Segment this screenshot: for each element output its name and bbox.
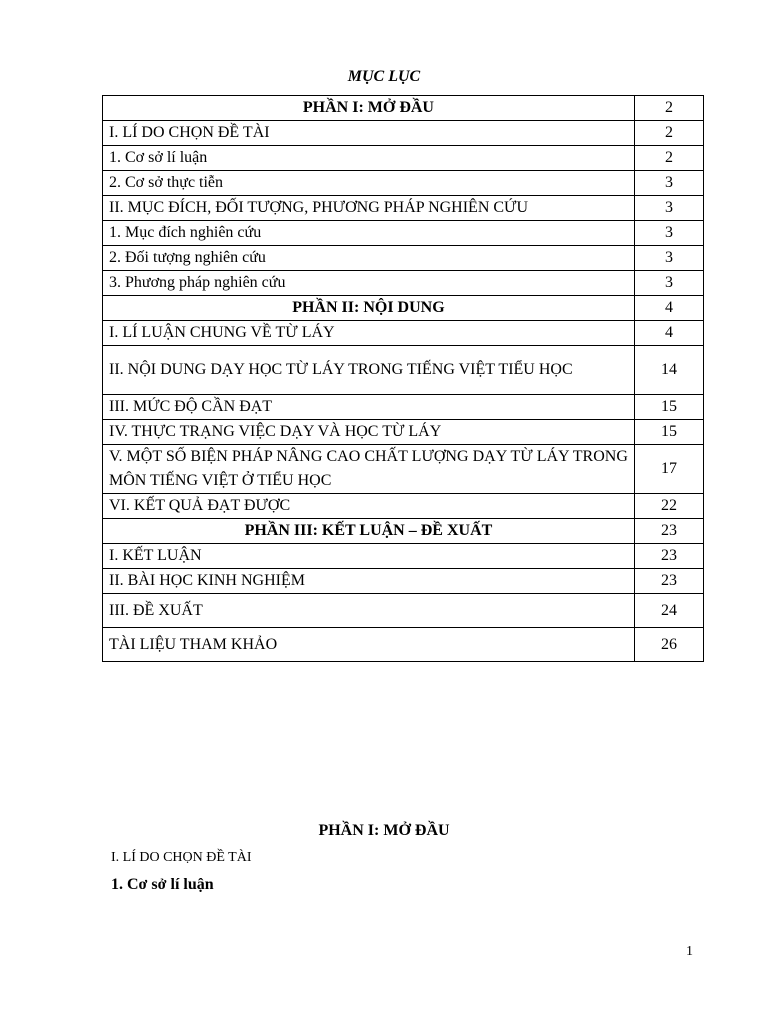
toc-entry-title: I. LÍ LUẬN CHUNG VỀ TỪ LÁY <box>103 321 635 346</box>
toc-entry-page: 22 <box>634 494 703 519</box>
toc-entry-title: 1. Cơ sở lí luận <box>103 146 635 171</box>
toc-entry-page: 3 <box>634 246 703 271</box>
toc-row <box>103 628 704 662</box>
toc-row <box>103 544 704 569</box>
toc-entry-title: 2. Cơ sở thực tiễn <box>103 171 635 196</box>
toc-row <box>103 121 704 146</box>
toc-entry-page: 14 <box>634 346 703 395</box>
toc-entry-page: 26 <box>634 628 703 662</box>
toc-body <box>103 96 704 662</box>
toc-entry-page: 23 <box>634 544 703 569</box>
toc-entry-title: PHẦN I: MỞ ĐẦU <box>103 96 635 121</box>
page-number: 1 <box>686 944 693 959</box>
toc-row <box>103 569 704 594</box>
toc-row <box>103 221 704 246</box>
toc-entry-title: V. MỘT SỐ BIỆN PHÁP NÂNG CAO CHẤT LƯỢNG DẠY TỪ LÁY TRONG MÔN TIẾNG VIỆT Ở TIỂU HỌC <box>103 445 635 494</box>
toc-entry-page: 3 <box>634 196 703 221</box>
toc-entry-page: 23 <box>634 519 703 544</box>
toc-entry-title: IV. THỰC TRẠNG VIỆC DẠY VÀ HỌC TỪ LÁY <box>103 420 635 445</box>
toc-entry-page: 24 <box>634 594 703 628</box>
toc-entry-page: 3 <box>634 271 703 296</box>
toc-row <box>103 96 704 121</box>
toc-title: MỤC LỤC <box>347 68 421 85</box>
toc-entry-page: 2 <box>634 121 703 146</box>
sub-subsection-heading: 1. Cơ sở lí luận <box>111 876 214 893</box>
toc-entry-title: III. ĐỀ XUẤT <box>103 594 635 628</box>
toc-row <box>103 246 704 271</box>
toc-row <box>103 395 704 420</box>
toc-entry-title: 1. Mục đích nghiên cứu <box>103 221 635 246</box>
toc-entry-title: II. NỘI DUNG DẠY HỌC TỪ LÁY TRONG TIẾNG VIỆT TIỂU HỌC <box>103 346 635 395</box>
toc-entry-title: III. MỨC ĐỘ CẦN ĐẠT <box>103 395 635 420</box>
toc-entry-page: 4 <box>634 321 703 346</box>
toc-entry-title: II. BÀI HỌC KINH NGHIỆM <box>103 569 635 594</box>
toc-entry-page: 3 <box>634 171 703 196</box>
toc-entry-page: 2 <box>634 96 703 121</box>
toc-row <box>103 321 704 346</box>
toc-row <box>103 594 704 628</box>
section-heading: PHẦN I: MỞ ĐẦU <box>318 822 450 839</box>
toc-entry-title: I. LÍ DO CHỌN ĐỀ TÀI <box>103 121 635 146</box>
toc-row <box>103 346 704 395</box>
toc-table <box>102 95 704 662</box>
toc-row <box>103 519 704 544</box>
toc-entry-title: VI. KẾT QUẢ ĐẠT ĐƯỢC <box>103 494 635 519</box>
toc-entry-page: 23 <box>634 569 703 594</box>
toc-entry-page: 17 <box>634 445 703 494</box>
toc-entry-title: I. KẾT LUẬN <box>103 544 635 569</box>
toc-entry-title: PHẦN III: KẾT LUẬN – ĐỀ XUẤT <box>103 519 635 544</box>
toc-entry-page: 15 <box>634 420 703 445</box>
toc-row <box>103 171 704 196</box>
toc-row <box>103 271 704 296</box>
toc-row <box>103 296 704 321</box>
toc-entry-title: 3. Phương pháp nghiên cứu <box>103 271 635 296</box>
toc-entry-page: 4 <box>634 296 703 321</box>
toc-row <box>103 445 704 494</box>
toc-entry-title: TÀI LIỆU THAM KHẢO <box>103 628 635 662</box>
toc-row <box>103 420 704 445</box>
toc-row <box>103 494 704 519</box>
toc-entry-title: II. MỤC ĐÍCH, ĐỐI TƯỢNG, PHƯƠNG PHÁP NGHIÊN CỨU <box>103 196 635 221</box>
toc-entry-title: PHẦN II: NỘI DUNG <box>103 296 635 321</box>
subsection-heading: I. LÍ DO CHỌN ĐỀ TÀI <box>111 850 252 865</box>
toc-row <box>103 146 704 171</box>
toc-row <box>103 196 704 221</box>
toc-entry-page: 3 <box>634 221 703 246</box>
toc-entry-page: 15 <box>634 395 703 420</box>
toc-entry-page: 2 <box>634 146 703 171</box>
toc-entry-title: 2. Đối tượng nghiên cứu <box>103 246 635 271</box>
